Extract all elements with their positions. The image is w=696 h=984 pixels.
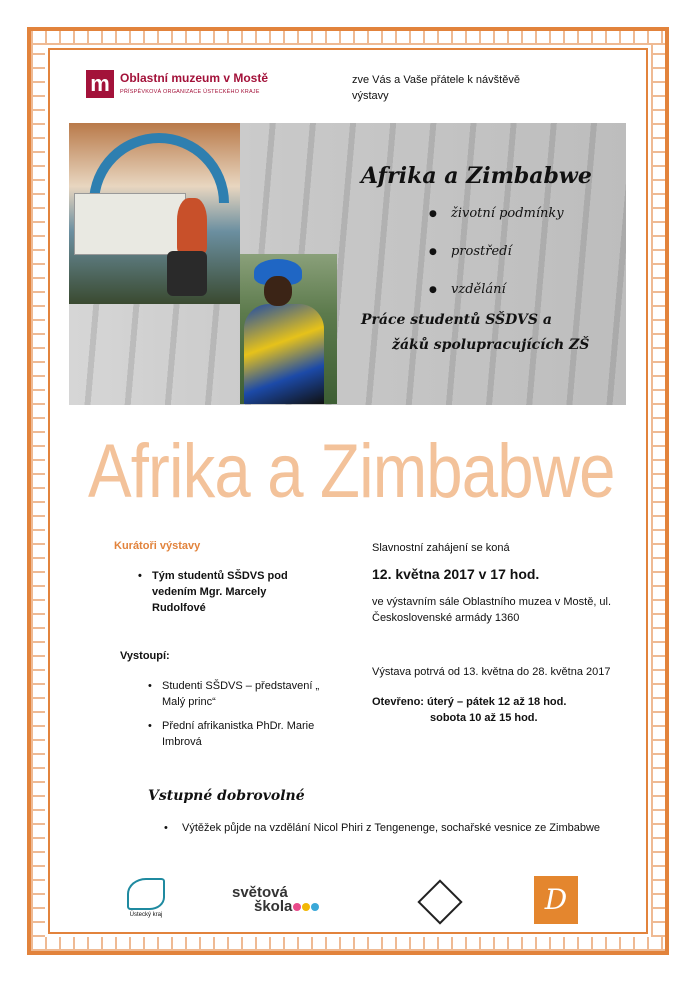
proceeds-text: • Výtěžek půjde na vzdělání Nicol Phiri z Tengenenge, sochařské vesnice ze Zimbabwe — [162, 820, 612, 836]
topic-list — [429, 206, 564, 320]
dd-logo: D — [534, 876, 578, 924]
banner — [69, 123, 626, 405]
exhibition-title: Afrika a Zimbabwe — [88, 429, 615, 514]
opening-hours-weekend: sobota 10 až 15 hod. — [430, 712, 538, 724]
curator-item: • Tým studentů SŠDVS pod vedením Mgr. Marcely Rudolfové — [130, 568, 322, 616]
child-photo — [240, 254, 337, 404]
banner-credit: Práce studentů SŠDVS a — [361, 312, 552, 328]
banner-title: Afrika a Zimbabwe — [361, 163, 592, 189]
topic-item: ● prostředí — [429, 244, 564, 282]
school-emblem-icon — [418, 880, 458, 920]
entry-heading: Vstupné dobrovolné — [148, 788, 305, 804]
opening-hours: Otevřeno: úterý – pátek 12 až 18 hod. — [372, 696, 567, 708]
museum-logo-mark: m — [86, 70, 114, 98]
banner-credit: žáků spolupracujících ZŠ — [392, 337, 590, 353]
museum-name: Oblastní muzeum v Mostě — [120, 71, 269, 85]
performer-item: • Přední afrikanistka PhDr. Marie Imbrová — [140, 718, 342, 750]
topic-item: ● vzdělání — [429, 282, 564, 320]
museum-subtitle: PŘÍSPĚVKOVÁ ORGANIZACE ÚSTECKÉHO KRAJE — [120, 89, 260, 95]
curators-heading: Kurátoři výstavy — [114, 540, 201, 552]
exhibition-duration: Výstava potrvá od 13. května do 28. května 2017 — [372, 666, 611, 678]
left-column — [108, 540, 328, 750]
opening-heading: Slavnostní zahájení se koná — [372, 542, 510, 554]
performer-item: • Studenti SŠDVS – představení „ Malý princ“ — [140, 678, 342, 710]
svetova-skola-logo: světová škola — [232, 886, 319, 914]
museum-logo — [86, 70, 268, 98]
right-column — [372, 540, 612, 726]
performers-heading: Vystoupí: — [120, 650, 170, 662]
ustecky-kraj-logo: Ústecký kraj — [124, 878, 168, 922]
opening-date: 12. května 2017 v 17 hod. — [372, 566, 540, 582]
exhibit-photo — [69, 123, 240, 304]
invitation-text: zve Vás a Vaše přátele k návštěvě výstavy — [352, 74, 520, 102]
venue: ve výstavním sále Oblastního muzea v Mostě, ul. Československé armády 1360 — [372, 596, 612, 624]
topic-item: ● životní podmínky — [429, 206, 564, 244]
